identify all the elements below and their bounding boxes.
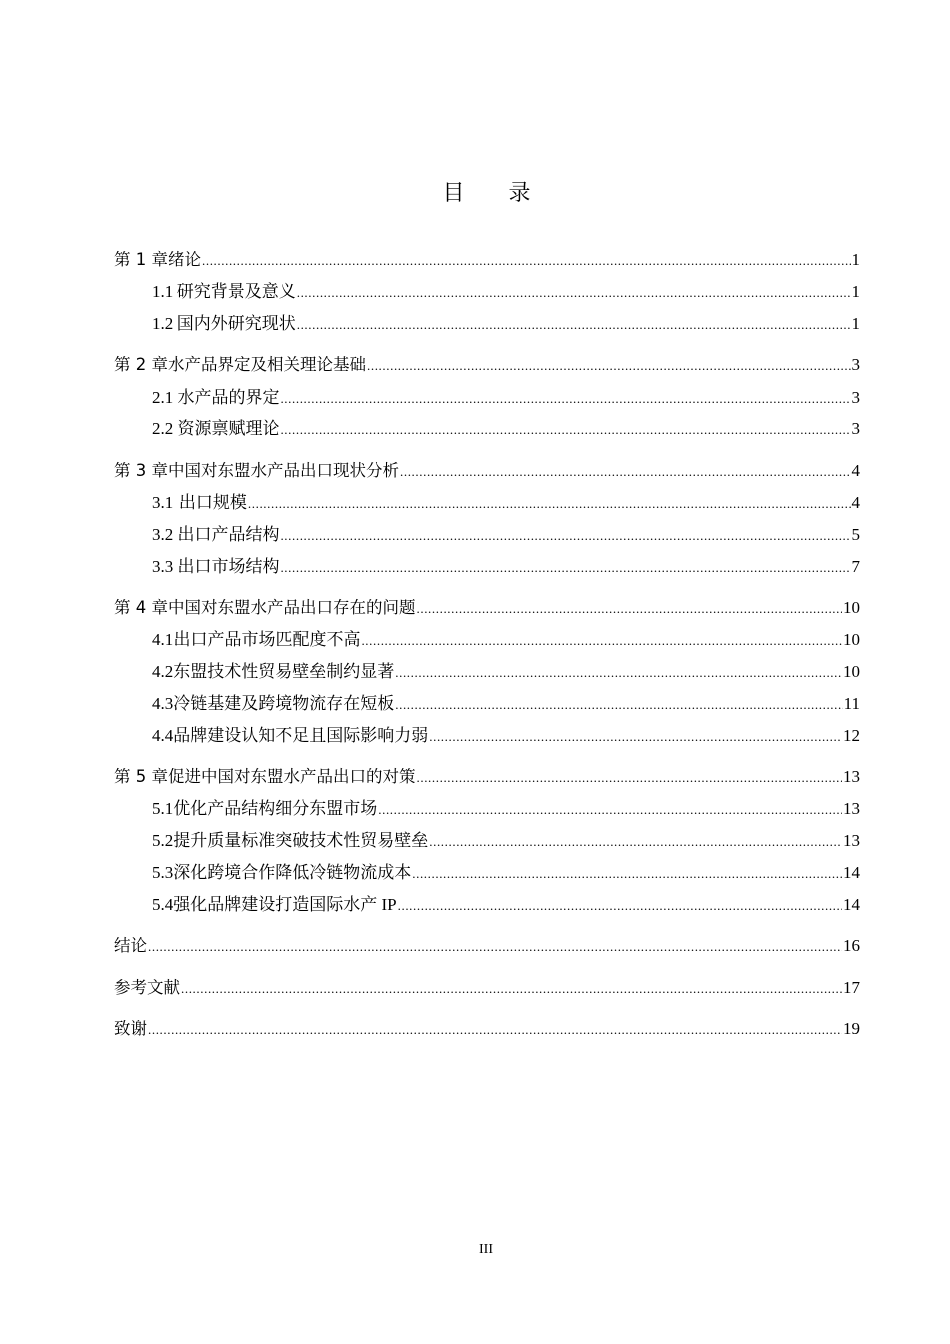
toc-entry-number: 第 2 章	[114, 355, 168, 374]
toc-entry-label: 出口产品结构	[177, 525, 280, 544]
toc-dot-leader	[400, 460, 851, 484]
toc-entry-page: 1	[851, 250, 860, 269]
toc-entry-number: 1.1	[152, 282, 174, 301]
toc-entry-page: 11	[843, 694, 860, 713]
toc-entry-chapter-5[interactable]	[114, 765, 860, 789]
toc-entry-label: 研究背景及意义	[176, 282, 296, 301]
toc-entry-number: 2.1	[152, 388, 174, 407]
toc-entry-label: 出口产品市场匹配度不高	[173, 630, 361, 649]
toc-entry-number: 3.3	[152, 557, 174, 576]
toc-dot-leader	[395, 693, 842, 717]
toc-entry-page: 16	[843, 936, 860, 955]
toc-entry-page: 17	[843, 978, 860, 997]
toc-entry-label: 水产品界定及相关理论基础	[168, 355, 366, 374]
toc-entry-acknowledgements[interactable]	[114, 1017, 860, 1041]
toc-dot-leader	[417, 766, 843, 790]
toc-dot-leader	[280, 387, 850, 411]
toc-entry-label: 出口市场结构	[177, 557, 280, 576]
toc-entry-page: 4	[851, 493, 860, 512]
toc-title	[0, 176, 950, 207]
toc-entry-references[interactable]	[114, 976, 860, 1000]
toc-entry-label: 冷链基建及跨境物流存在短板	[173, 694, 395, 713]
toc-entry-page: 3	[851, 388, 860, 407]
toc-entry-label: 国内外研究现状	[176, 314, 296, 333]
toc-dot-leader	[429, 830, 842, 854]
toc-entry-section-2-1[interactable]	[152, 386, 860, 410]
toc-entry-label: 提升质量标准突破技术性贸易壁垒	[173, 831, 429, 850]
toc-entry-page: 10	[843, 662, 860, 681]
toc-entry-section-4-3[interactable]	[152, 692, 860, 716]
toc-entry-section-3-3[interactable]	[152, 555, 860, 579]
toc-entry-page: 10	[843, 630, 860, 649]
toc-entry-page: 19	[843, 1019, 860, 1038]
toc-entry-section-4-2[interactable]	[152, 660, 860, 684]
toc-title-char-2: 录	[508, 181, 533, 206]
toc-entry-label: 水产品的界定	[177, 388, 280, 407]
toc-entry-number: 第 5 章	[114, 767, 168, 786]
toc-dot-leader	[367, 354, 851, 378]
toc-entry-label: 品牌建设认知不足且国际影响力弱	[173, 726, 429, 745]
toc-entry-label: 中国对东盟水产品出口存在的问题	[168, 598, 416, 617]
toc-entry-section-5-4[interactable]	[152, 893, 860, 917]
toc-entry-page: 4	[851, 461, 860, 480]
toc-entry-number: 5.1	[152, 799, 174, 818]
toc-dot-leader	[181, 977, 842, 1001]
toc-entry-label: 促进中国对东盟水产品出口的对策	[168, 767, 416, 786]
toc-entry-label: 绪论	[168, 250, 201, 269]
toc-dot-leader	[280, 418, 850, 442]
toc-entry-number: 5.4	[152, 895, 174, 914]
toc-entry-label: 东盟技术性贸易壁垒制约显著	[173, 662, 395, 681]
toc-entry-number: 2.2	[152, 419, 174, 438]
toc-entry-section-4-4[interactable]	[152, 724, 860, 748]
toc-entry-page: 13	[843, 799, 860, 818]
toc-entry-label: 中国对东盟水产品出口现状分析	[168, 461, 399, 480]
toc-entry-label: 结论	[114, 936, 147, 955]
toc-entry-label: 致谢	[114, 1019, 147, 1038]
toc-entry-number: 5.3	[152, 863, 174, 882]
toc-entry-label: 深化跨境合作降低冷链物流成本	[173, 863, 412, 882]
toc-entry-page: 10	[843, 598, 860, 617]
toc-entry-label: 资源禀赋理论	[177, 419, 280, 438]
toc-entry-number: 3.1	[152, 493, 174, 512]
toc-entry-section-2-2[interactable]	[152, 417, 860, 441]
toc-entry-number: 第 3 章	[114, 461, 168, 480]
toc-dot-leader	[148, 1018, 842, 1042]
toc-entry-page: 13	[843, 831, 860, 850]
toc-entry-page: 14	[843, 895, 860, 914]
toc-entry-page: 5	[851, 525, 860, 544]
toc-title-char-1: 目	[442, 181, 467, 206]
toc-entry-section-4-1[interactable]	[152, 628, 860, 652]
toc-entry-page: 14	[843, 863, 860, 882]
toc-entry-page: 1	[851, 282, 860, 301]
toc-entry-chapter-2[interactable]	[114, 353, 860, 377]
toc-dot-leader	[297, 281, 851, 305]
toc-entry-number: 5.2	[152, 831, 174, 850]
toc-entry-section-1-1[interactable]	[152, 280, 860, 304]
toc-dot-leader	[248, 492, 851, 516]
toc-dot-leader	[429, 725, 842, 749]
page-number: III	[479, 1242, 493, 1257]
toc-entry-number: 第 1 章	[114, 250, 168, 269]
toc-entry-chapter-1[interactable]	[114, 248, 860, 272]
toc-entry-page: 1	[851, 314, 860, 333]
toc-entry-page: 12	[843, 726, 860, 745]
toc-entry-page: 3	[851, 419, 860, 438]
toc-entry-page: 3	[851, 355, 860, 374]
toc-entry-label: 优化产品结构细分东盟市场	[173, 799, 378, 818]
toc-entry-number: 4.2	[152, 662, 174, 681]
toc-dot-leader	[412, 862, 842, 886]
toc-dot-leader	[417, 597, 843, 621]
toc-entry-label: 出口规模	[178, 493, 247, 512]
toc-entry-page: 13	[843, 767, 860, 786]
toc-entry-section-5-1[interactable]	[152, 797, 860, 821]
toc-entry-section-1-2[interactable]	[152, 312, 860, 336]
toc-entry-section-3-2[interactable]	[152, 523, 860, 547]
toc-entry-section-3-1[interactable]	[152, 491, 860, 515]
toc-entry-label: 参考文献	[114, 978, 180, 997]
toc-entry-conclusion[interactable]	[114, 934, 860, 958]
toc-dot-leader	[378, 798, 842, 822]
toc-entry-page: 7	[851, 557, 860, 576]
toc-entry-chapter-4[interactable]	[114, 596, 860, 620]
toc-dot-leader	[395, 661, 842, 685]
toc-dot-leader	[148, 935, 842, 959]
toc-dot-leader	[297, 313, 851, 337]
toc-entry-chapter-3[interactable]	[114, 459, 860, 483]
toc-dot-leader	[280, 556, 850, 580]
toc-dot-leader	[361, 629, 842, 653]
toc-dot-leader	[202, 249, 851, 273]
toc-entry-label: 强化品牌建设打造国际水产 IP	[173, 895, 397, 914]
toc-entry-number: 第 4 章	[114, 598, 168, 617]
toc-dot-leader	[280, 524, 850, 548]
toc-entry-section-5-3[interactable]	[152, 861, 860, 885]
toc-entry-section-5-2[interactable]	[152, 829, 860, 853]
toc-entry-number: 4.3	[152, 694, 174, 713]
toc-entry-number: 3.2	[152, 525, 174, 544]
toc-entry-number: 4.4	[152, 726, 174, 745]
toc-dot-leader	[398, 894, 842, 918]
toc-entry-number: 4.1	[152, 630, 174, 649]
toc-entry-number: 1.2	[152, 314, 174, 333]
